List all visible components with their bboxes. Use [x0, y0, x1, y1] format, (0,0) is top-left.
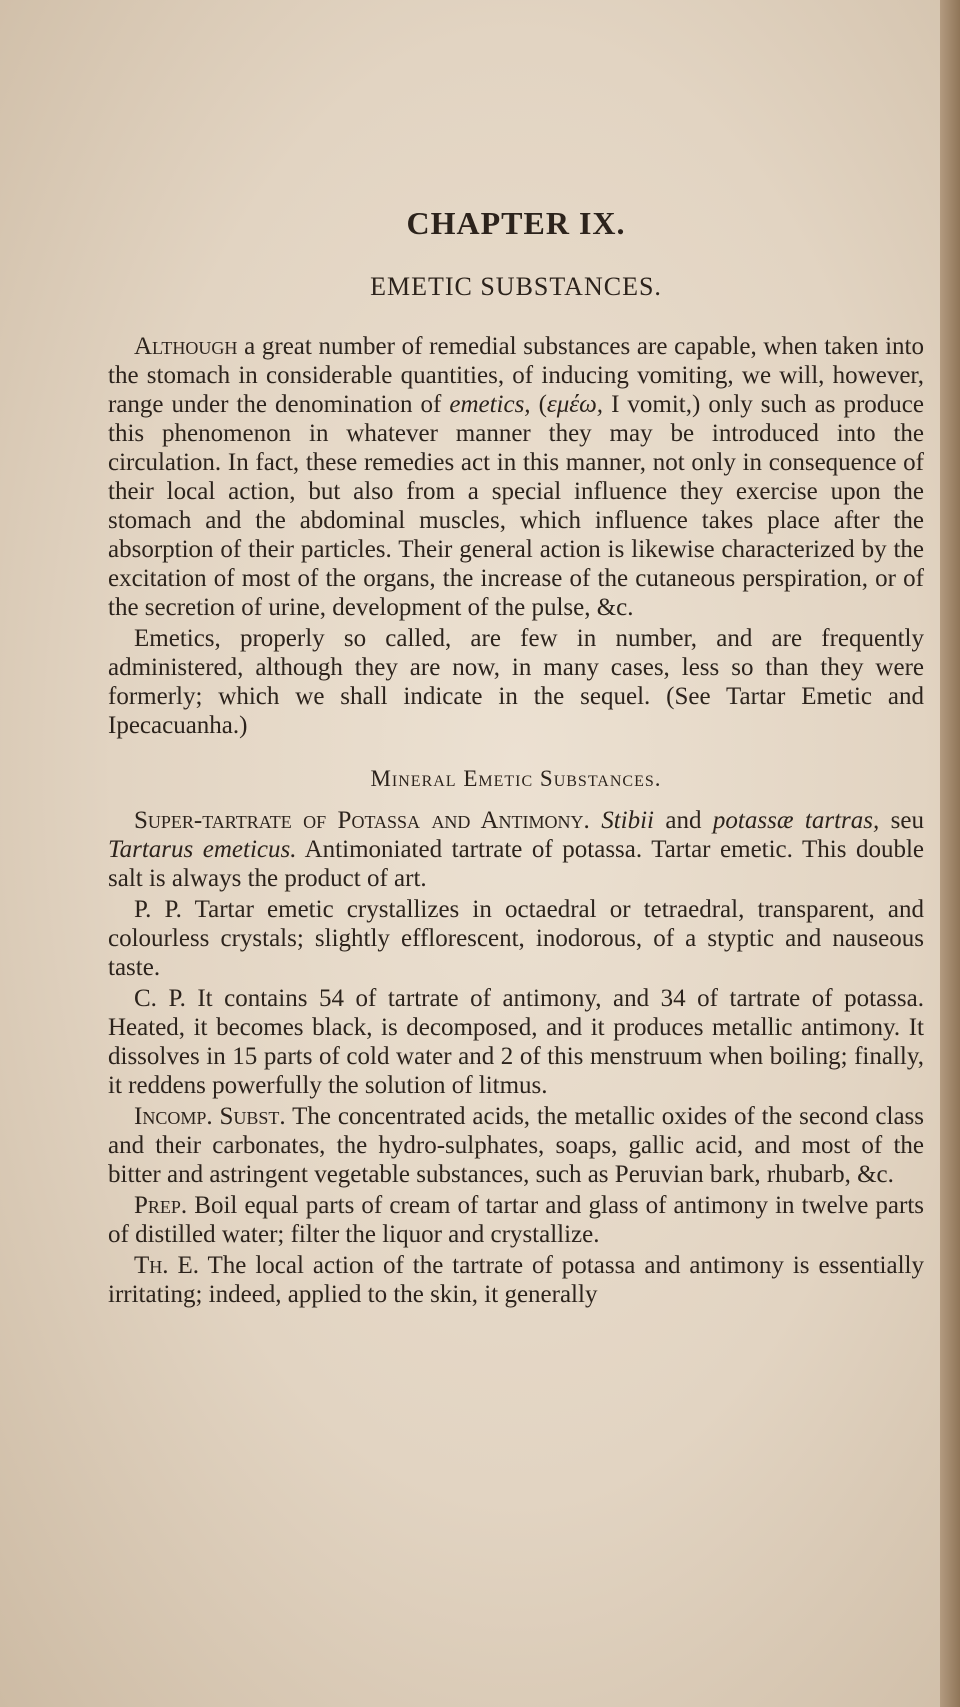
super-tartrate-lead: Super-tartrate of Potassa and Antimony.: [134, 807, 590, 834]
incomp-lead: Incomp. Subst.: [134, 1103, 286, 1130]
page-edge: [940, 0, 960, 1707]
pp-lead: P. P.: [134, 896, 182, 923]
page-content: [108, 205, 924, 1309]
emetics-paragraph: Emetics, properly so called, are few in number, and are frequently administered, although they are now, in many cases, less so than they were formerly; which we shall indicate in the sequel. (See Tartar Emetic and Ipecacuanha.): [108, 625, 924, 739]
th-paragraph: Th. E. The local action of the tartrate of potassa and antimony is essentially irritating; indeed, applied to the skin, it generally: [108, 1252, 924, 1308]
incomp-paragraph: Incomp. Subst. The concentrated acids, the metallic oxides of the second class and their carbonates, the hydro-sulphates, soaps, gallic acid, and most of the bitter and astringent vegetable substances, such as Peruvian bark, rhubarb, &c.: [108, 1103, 924, 1188]
th-lead: Th. E.: [134, 1252, 200, 1279]
intro-paragraph: Although a great number of remedial substances are capable, when taken into the stomach in considerable quantities, of inducing vomiting, we will, however, range under the denomination of emetics, (εμέω, I vomit,) only such as produce this phenomenon in whatever manner they may be introduced into the circulation. In fact, these remedies act in this manner, not only in consequence of their local action, but also from a special influence they exercise upon the stomach and the abdominal muscles, which influence takes place after the absorption of their particles. Their general action is likewise characterized by the excitation of most of the organs, the increase of the cutaneous perspiration, or of the secretion of urine, development of the pulse, &c.: [108, 333, 924, 621]
section-title: EMETIC SUBSTANCES.: [370, 272, 662, 301]
prep-lead: Prep.: [134, 1192, 188, 1219]
subsection-title: Mineral Emetic Substances.: [370, 766, 662, 791]
pp-paragraph: P. P. Tartar emetic crystallizes in octaedral or tetraedral, transparent, and colourless crystals; slightly efflorescent, inodorous, of a styptic and nauseous taste.: [108, 896, 924, 981]
cp-lead: C. P.: [134, 985, 186, 1012]
cp-paragraph: C. P. It contains 54 of tartrate of antimony, and 34 of tartrate of potassa. Heated, it becomes black, is decomposed, and it produces metallic antimony. It dissolves in 15 parts of cold water and 2 of this menstruum when boiling; finally, it reddens powerfully the solution of litmus.: [108, 985, 924, 1099]
intro-lead: Although: [134, 333, 238, 360]
chapter-title: CHAPTER IX.: [406, 205, 626, 241]
greek-word: εμέω,: [546, 391, 604, 418]
super-tartrate-paragraph: Super-tartrate of Potassa and Antimony. Stibii and potassæ tartras, seu Tartarus emeticus. Antimoniated tartrate of potassa. Tartar emetic. This double salt is always the product of art.: [108, 807, 924, 892]
prep-paragraph: Prep. Boil equal parts of cream of tartar and glass of antimony in twelve parts of distilled water; filter the liquor and crystallize.: [108, 1192, 924, 1248]
